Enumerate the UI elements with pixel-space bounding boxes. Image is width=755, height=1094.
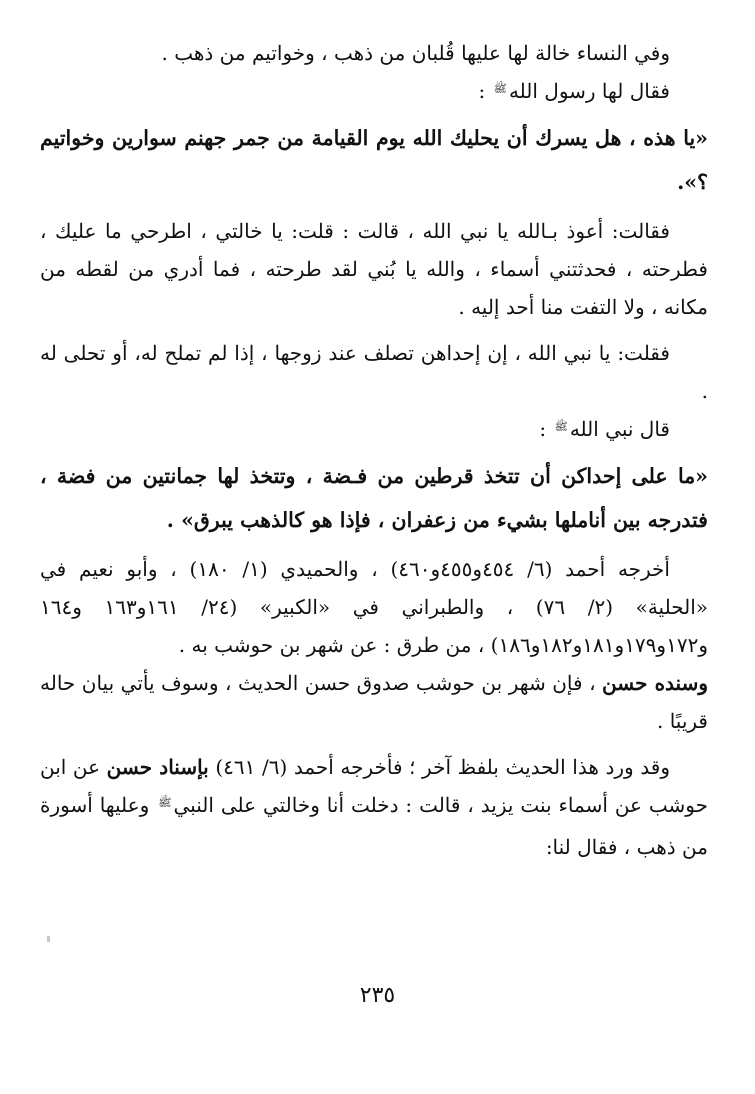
paragraph-text-end: : (478, 79, 492, 103)
isnad-bold: بإسناد حسن (106, 755, 209, 779)
paragraph-question: فقلت: يا نبي الله ، إن إحداهن تصلف عند زوجها ، إذا لم تملح له، أو تحلى له . (40, 341, 708, 403)
paragraph-women-gold (40, 34, 708, 72)
page-body (40, 34, 708, 866)
paragraph-text: ، فإن شهر بن حوشب صدوق حسن الحديث ، وسوف يأتي بيان حاله قريبًا . (40, 671, 708, 733)
paragraph-text-end: وعليها أسورة من ذهب ، فقال لنا: (40, 793, 708, 859)
paragraph-text: فقال لها رسول الله (508, 79, 670, 103)
grading-bold: وسنده حسن (602, 671, 708, 695)
paragraph-text: قال نبي الله (569, 417, 670, 441)
paragraph-chain-grading (40, 664, 708, 740)
paragraph-text: وقد ورد هذا الحديث بلفظ آخر ؛ فأخرجه أحمد (٦/ ٤٦١) (208, 755, 670, 779)
page-number: ٢٣٥ (359, 983, 396, 1008)
paragraph-another-wording (40, 748, 708, 866)
paragraph-aunt-reply: فقالت: أعوذ بـالله يا نبي الله ، قالت : قلت: يا خالتي ، اطرحي ما عليك ، فطرحته ، فحدثتني أسماء ، والله يا بُني لقد طرحته ، فما أدري من لقطه من مكانه ، ولا التفت منا أحد إليه . (40, 219, 708, 319)
paragraph-prophet-said (40, 72, 708, 114)
paragraph-text: عن ابن حوشب عن أسماء بنت يزيد ، قالت : دخلت أنا وخالتي على النبي (40, 755, 708, 817)
salla-honorific: ﷺ (554, 420, 568, 433)
paragraph-prophet-said-2 (40, 410, 708, 452)
salla-honorific: ﷺ (493, 82, 507, 95)
paragraph-text: وفي النساء خالة لها عليها قُلبان من ذهب ، وخواتيم من ذهب . (161, 41, 670, 65)
salla-honorific: ﷺ (158, 796, 172, 809)
margin-mark (47, 936, 50, 942)
hadith-quote-2: «ما على إحداكن أن تتخذ قرطين من فـضة ، وتتخذ لها جمانتين من فضة ، فتدرجه بين أناملها بشيء من زعفران ، فإذا هو كالذهب يبرق» . (40, 464, 708, 532)
paragraph-text-end: : (539, 417, 553, 441)
paragraph-sources: أخرجه أحمد (٦/ ٤٥٤و٤٥٥و٤٦٠) ، والحميدي (١/ ١٨٠) ، وأبو نعيم في «الحلية» (٢/ ٧٦) ، والطبراني في «الكبير» (٢٤/ ١٦١و١٦٣ و١٦٤ و١٧٢و١٧٩و١٨١و١٨٢و١٨٦) ، من طرق : عن شهر بن حوشب به . (40, 557, 708, 657)
hadith-quote-1: «يا هذه ، هل يسرك أن يحليك الله يوم القيامة من جمر جهنم سوارين وخواتيم ؟». (40, 126, 708, 194)
